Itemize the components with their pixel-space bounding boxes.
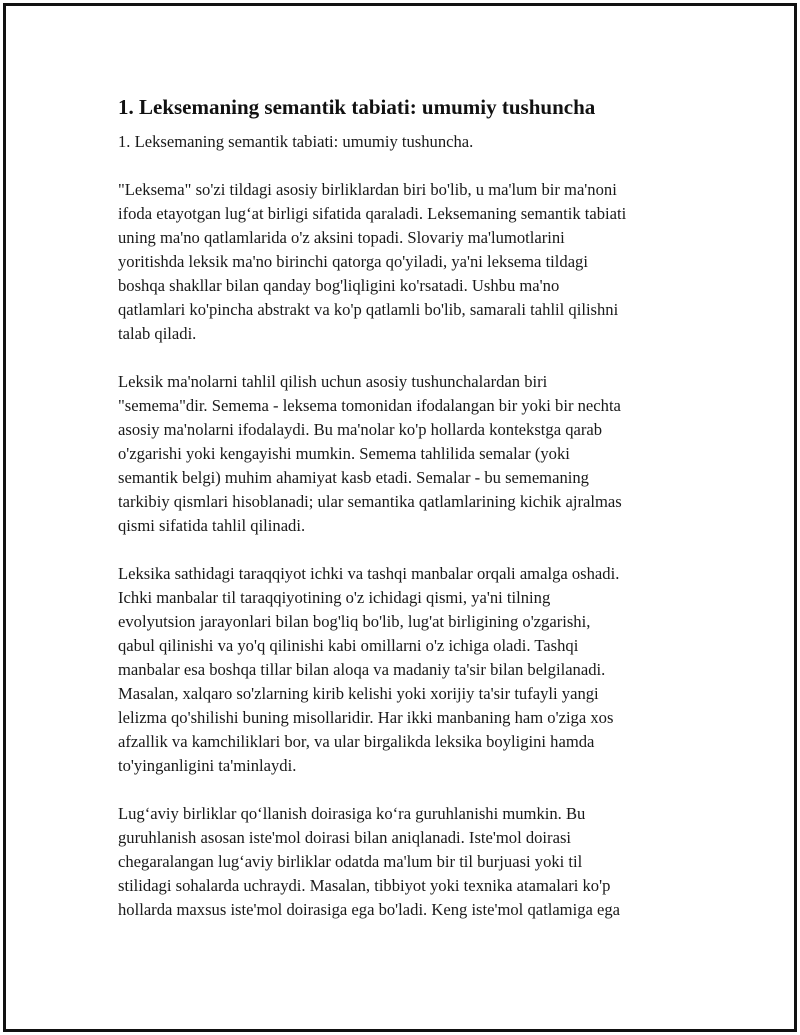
text-line: asosiy ma'nolarni ifodalaydi. Bu ma'nolar ko'p hollarda kontekstga qarab [118,420,603,439]
text-line: chegaralangan lug‘aviy birliklar odatda ma'lum bir til burjuasi yoki til [118,852,583,871]
text-line: guruhlanish asosan iste'mol doirasi bilan aniqlanadi. Iste'mol doirasi [118,828,572,847]
text-line: semantik belgi) muhim ahamiyat kasb etadi. Semalar - bu sememaning [118,468,589,487]
text-line: 1. Leksemaning semantik tabiati: umumiy tushuncha. [118,132,474,151]
text-line: tarkibiy qismlari hisoblanadi; ular semantika qatlamlarining kichik ajralmas [118,492,622,511]
paragraph-4 [118,562,682,778]
paragraph-1 [118,130,682,154]
text-line: Masalan, xalqaro so'zlarning kirib kelishi yoki xorijiy ta'sir tufayli yangi [118,684,599,703]
text-line: uning ma'no qatlamlarida o'z aksini topadi. Slovariy ma'lumotlarini [118,228,565,247]
text-line: qabul qilinishi va yo'q qilinishi kabi omillarni o'z ichiga oladi. Tashqi [118,636,579,655]
text-line: qatlamlari ko'pincha abstrakt va ko'p qatlamli bo'lib, samarali tahlil qilishni [118,300,619,319]
text-line: hollarda maxsus iste'mol doirasiga ega bo'ladi. Keng iste'mol qatlamiga ega [118,900,621,919]
text-line: lelizma qo'shilishi buning misollaridir. Har ikki manbaning ham o'ziga xos [118,708,614,727]
paragraph-5 [118,802,682,922]
text-line: Lug‘aviy birliklar qo‘llanish doirasiga ko‘ra guruhlanishi mumkin. Bu [118,804,586,823]
text-line: talab qiladi. [118,324,197,343]
paragraph-2 [118,178,682,346]
text-line: boshqa shakllar bilan qanday bog'liqligini ko'rsatadi. Ushbu ma'no [118,276,560,295]
text-line: "Leksema" so'zi tildagi asosiy birliklardan biri bo'lib, u ma'lum bir ma'noni [118,180,617,199]
text-line: Ichki manbalar til taraqqiyotining o'z ichidagi qismi, ya'ni tilning [118,588,551,607]
text-line: afzallik va kamchiliklari bor, va ular birgalikda leksika boyligini hamda [118,732,595,751]
document-heading: 1. Leksemaning semantik tabiati: umumiy tushuncha [118,95,596,119]
document-body [118,92,682,946]
text-line: to'yinganligini ta'minlaydi. [118,756,297,775]
text-line: Leksik ma'nolarni tahlil qilish uchun asosiy tushunchalardan biri [118,372,548,391]
text-line: "semema"dir. Semema - leksema tomonidan ifodalangan bir yoki bir nechta [118,396,621,415]
text-line: manbalar esa boshqa tillar bilan aloqa va madaniy ta'sir bilan belgilanadi. [118,660,606,679]
paragraph-3 [118,370,682,538]
text-line: evolyutsion jarayonlari bilan bog'liq bo'lib, lug'at birligining o'zgarishi, [118,612,591,631]
text-line: o'zgarishi yoki kengayishi mumkin. Semema tahlilida semalar (yoki [118,444,570,463]
text-line: stilidagi sohalarda uchraydi. Masalan, tibbiyot yoki texnika atamalari ko'p [118,876,611,895]
text-line: ifoda etayotgan lug‘at birligi sifatida qaraladi. Leksemaning semantik tabiati [118,204,627,223]
text-line: Leksika sathidagi taraqqiyot ichki va tashqi manbalar orqali amalga oshadi. [118,564,620,583]
text-line: yoritishda leksik ma'no birinchi qatorga qo'yiladi, ya'ni leksema tildagi [118,252,588,271]
text-line: qismi sifatida tahlil qilinadi. [118,516,306,535]
